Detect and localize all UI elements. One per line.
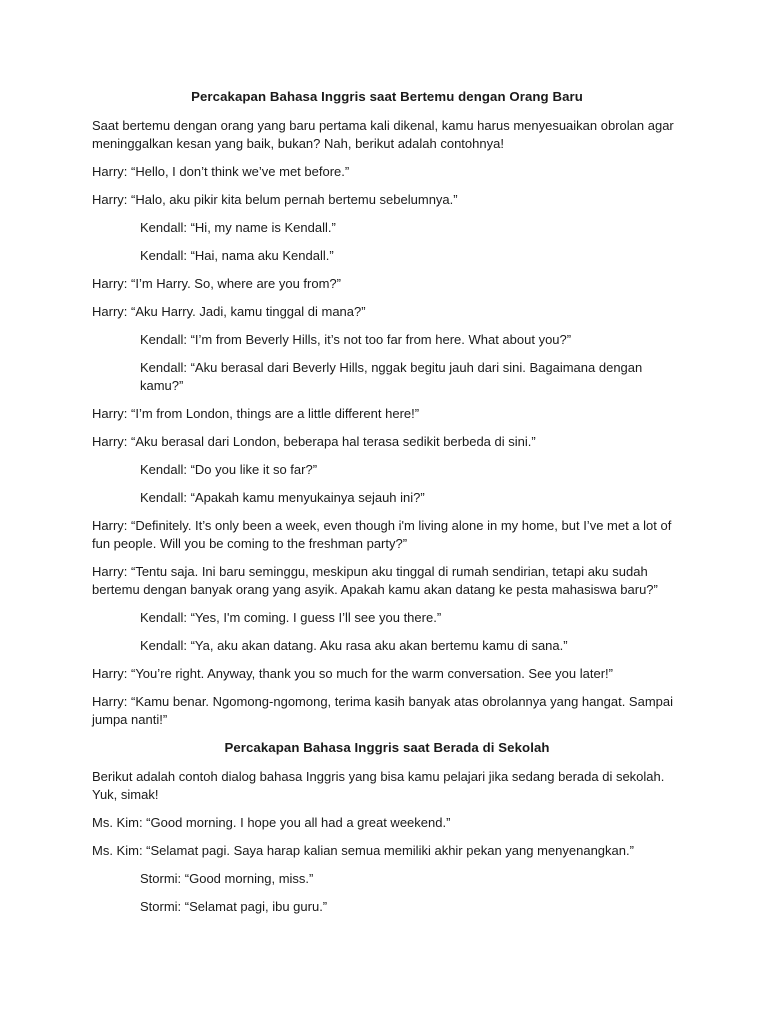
dialogue-line: Ms. Kim: “Selamat pagi. Saya harap kalian semua memiliki akhir pekan yang menyenangkan.”: [92, 843, 634, 858]
dialogue-line: Kendall: “Do you like it so far?”: [140, 462, 318, 477]
dialogue-line: Harry: “Tentu saja. Ini baru seminggu, meskipun aku tinggal di rumah sendirian, tetapi aku sudah bertemu dengan banyak orang yang asyik. Apakah kamu akan datang ke pesta mahasiswa baru?”: [92, 564, 658, 597]
dialogue-line: Kendall: “Apakah kamu menyukainya sejauh ini?”: [140, 490, 425, 505]
dialogue-line: Harry: “You’re right. Anyway, thank you so much for the warm conversation. See you later!”: [92, 666, 613, 681]
dialogue-line: Harry: “I’m Harry. So, where are you from?”: [92, 276, 341, 291]
dialogue-line: Kendall: “Ya, aku akan datang. Aku rasa aku akan bertemu kamu di sana.”: [140, 638, 568, 653]
section-heading: Percakapan Bahasa Inggris saat Berada di Sekolah: [224, 740, 550, 755]
intro-paragraph: Saat bertemu dengan orang yang baru pertama kali dikenal, kamu harus menyesuaikan obrolan agar meninggalkan kesan yang baik, bukan? Nah, berikut adalah contohnya!: [92, 118, 674, 151]
document-body: [92, 88, 682, 926]
dialogue-line: Kendall: “I’m from Beverly Hills, it’s not too far from here. What about you?”: [140, 332, 572, 347]
dialogue-2: [92, 814, 682, 916]
dialogue-1: [92, 163, 682, 729]
dialogue-line: Harry: “Halo, aku pikir kita belum pernah bertemu sebelumnya.”: [92, 192, 458, 207]
dialogue-line: Ms. Kim: “Good morning. I hope you all had a great weekend.”: [92, 815, 451, 830]
dialogue-line: Kendall: “Aku berasal dari Beverly Hills, nggak begitu jauh dari sini. Bagaimana dengan kamu?”: [140, 360, 643, 393]
dialogue-line: Kendall: “Hi, my name is Kendall.”: [140, 220, 336, 235]
dialogue-line: Stormi: “Good morning, miss.”: [140, 871, 314, 886]
dialogue-line: Kendall: “Hai, nama aku Kendall.”: [140, 248, 334, 263]
intro-paragraph: Berikut adalah contoh dialog bahasa Inggris yang bisa kamu pelajari jika sedang berada di sekolah. Yuk, simak!: [92, 769, 665, 802]
dialogue-line: Kendall: “Yes, I'm coming. I guess I’ll see you there.”: [140, 610, 442, 625]
dialogue-line: Harry: “Kamu benar. Ngomong-ngomong, terima kasih banyak atas obrolannya yang hangat. Sampai jumpa nanti!”: [92, 694, 673, 727]
dialogue-line: Stormi: “Selamat pagi, ibu guru.”: [140, 899, 328, 914]
dialogue-line: Harry: “Hello, I don’t think we’ve met before.”: [92, 164, 350, 179]
dialogue-line: Harry: “Aku Harry. Jadi, kamu tinggal di mana?”: [92, 304, 366, 319]
dialogue-line: Harry: “I’m from London, things are a little different here!”: [92, 406, 420, 421]
dialogue-line: Harry: “Aku berasal dari London, beberapa hal terasa sedikit berbeda di sini.”: [92, 434, 536, 449]
section-heading: Percakapan Bahasa Inggris saat Bertemu dengan Orang Baru: [191, 89, 583, 104]
dialogue-line: Harry: “Definitely. It’s only been a week, even though i'm living alone in my home, but I’ve met a lot of fun people. Will you be coming to the freshman party?”: [92, 518, 672, 551]
